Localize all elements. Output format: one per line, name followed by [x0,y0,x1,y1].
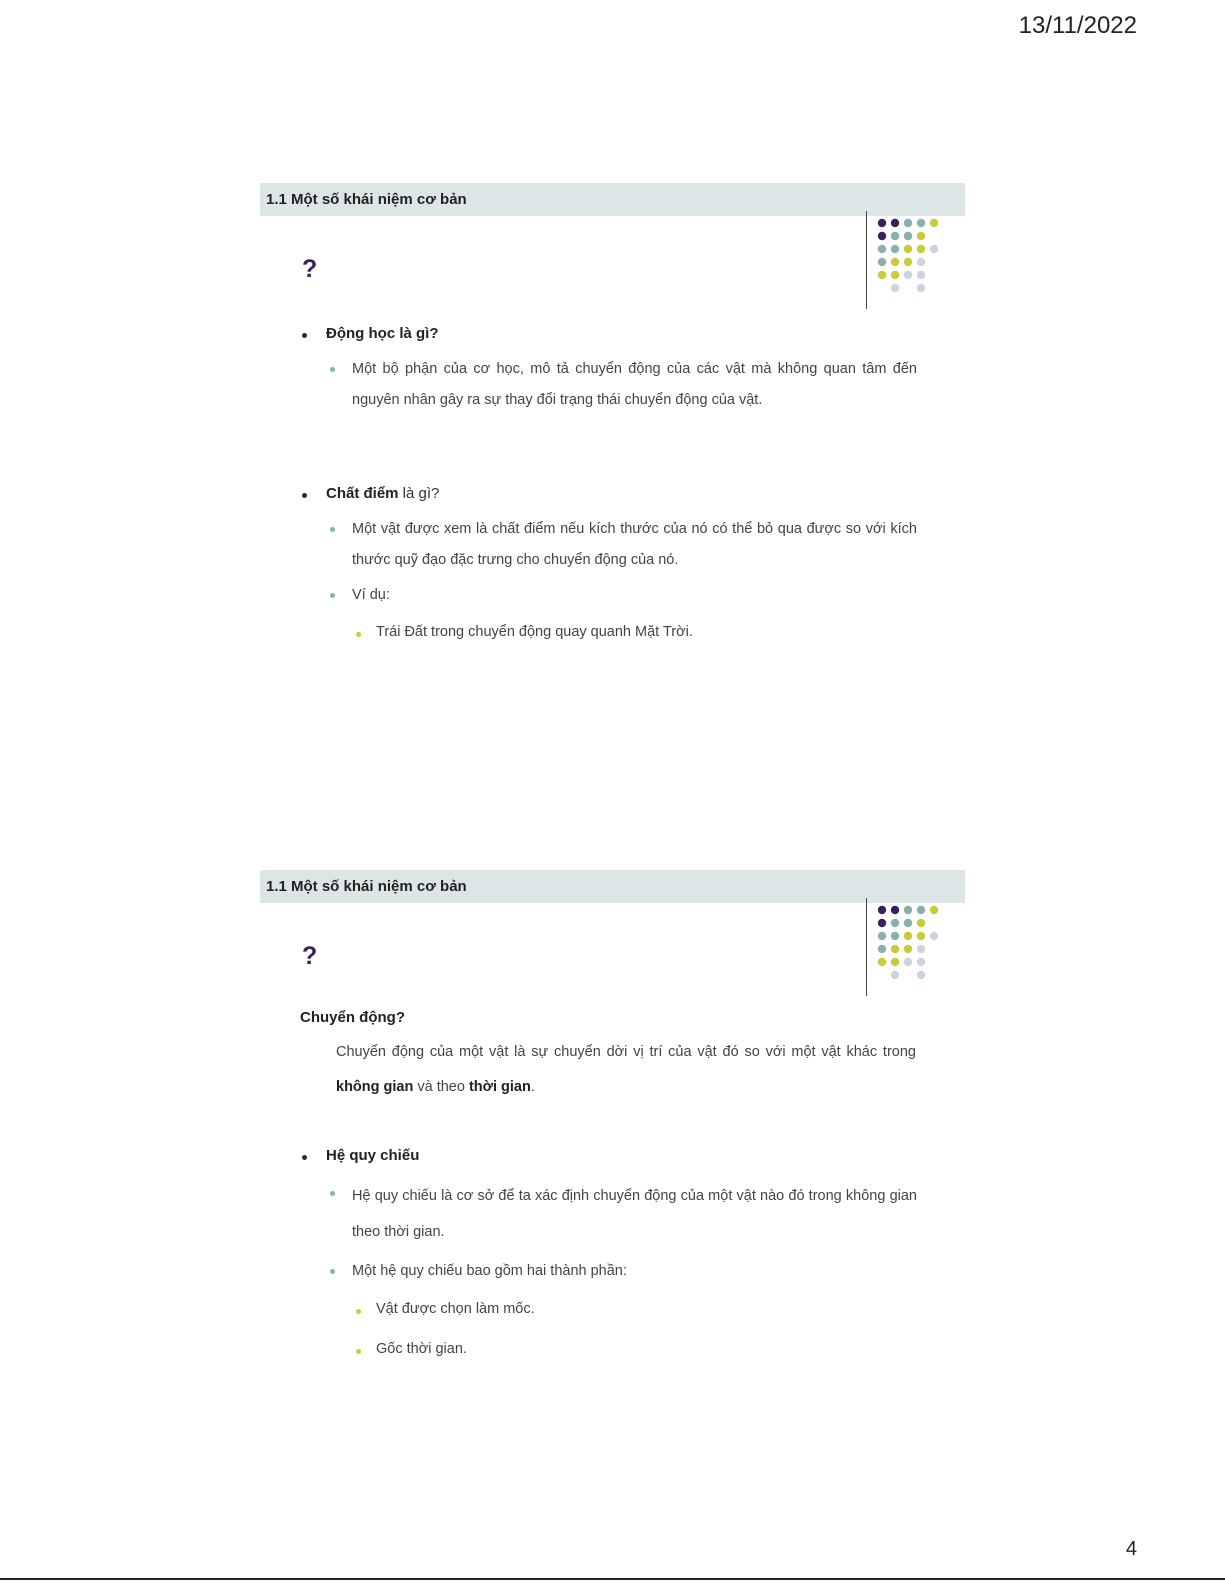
dong-hoc-title: Động học là gì? [326,325,439,342]
decorative-dot [878,958,886,966]
decorative-dot [891,919,899,927]
decorative-dot [917,945,925,953]
chat-diem-title: Chất điểm là gì? [326,485,440,502]
decorative-dot [930,932,938,940]
dot-grid-decoration [876,217,956,297]
decorative-dot [930,219,938,227]
decorative-dot [917,919,925,927]
decorative-dot [917,219,925,227]
decorative-dot [891,258,899,266]
decorative-dot [917,232,925,240]
decorative-dot [891,932,899,940]
decorative-dot [878,219,886,227]
decorative-dot [904,906,912,914]
decorative-dot [891,284,899,292]
decorative-dot [891,906,899,914]
divider-line [866,898,867,996]
decorative-dot [917,258,925,266]
decorative-dot [891,271,899,279]
slide-2 [260,870,965,1410]
he-quy-chieu-definition: Hệ quy chiếu là cơ sở để ta xác định chuyển động của một vật nào đó trong không gian theo thời gian. [352,1178,917,1250]
slide-2-header: 1.1 Một số khái niệm cơ bản [260,870,965,903]
decorative-dot [904,245,912,253]
decorative-dot [904,219,912,227]
decorative-dot [917,958,925,966]
page-date: 13/11/2022 [1018,12,1137,39]
decorative-dot [904,958,912,966]
chat-diem-definition: Một vật được xem là chất điểm nếu kích thước của nó có thể bỏ qua được so với kích thước quỹ đạo đặc trưng cho chuyển động của nó. [352,514,917,576]
decorative-dot [878,919,886,927]
question-mark: ? [302,942,318,970]
dong-hoc-definition: Một bộ phận của cơ học, mô tả chuyển động của các vật mà không quan tâm đến nguyên nhân gây ra sự thay đổi trạng thái chuyển động của vật. [352,354,917,416]
decorative-dot [917,906,925,914]
decorative-dot [917,271,925,279]
component-2: Gốc thời gian. [376,1341,467,1357]
decorative-dot [904,258,912,266]
question-mark: ? [302,255,318,283]
decorative-dot [878,932,886,940]
decorative-dot [878,232,886,240]
decorative-dot [917,284,925,292]
decorative-dot [891,958,899,966]
decorative-dot [917,245,925,253]
decorative-dot [917,932,925,940]
decorative-dot [904,932,912,940]
divider-line [866,211,867,309]
component-1: Vật được chọn làm mốc. [376,1301,535,1317]
decorative-dot [904,919,912,927]
components-intro: Một hệ quy chiếu bao gồm hai thành phần: [352,1256,917,1287]
bottom-rule [0,1578,1225,1580]
he-quy-chieu-title: Hệ quy chiếu [326,1147,420,1164]
decorative-dot [891,971,899,979]
slide-1 [260,183,965,723]
page-number: 4 [1125,1538,1137,1560]
decorative-dot [878,258,886,266]
example-label: Ví dụ: [352,580,917,611]
example-item: Trái Đất trong chuyển động quay quanh Mặt Trời. [376,624,693,640]
decorative-dot [878,245,886,253]
decorative-dot [891,232,899,240]
chuyen-dong-definition: Chuyển động của một vật là sự chuyển dời vị trí của vật đó so với một vật khác trong không gian và theo thời gian. [336,1044,916,1095]
decorative-dot [891,219,899,227]
slide-1-header: 1.1 Một số khái niệm cơ bản [260,183,965,216]
decorative-dot [904,271,912,279]
decorative-dot [891,945,899,953]
decorative-dot [891,245,899,253]
decorative-dot [930,245,938,253]
decorative-dot [878,271,886,279]
decorative-dot [878,945,886,953]
chuyen-dong-title: Chuyển động? [300,1009,405,1026]
decorative-dot [878,906,886,914]
dot-grid-decoration [876,904,956,984]
decorative-dot [930,906,938,914]
decorative-dot [904,232,912,240]
decorative-dot [904,945,912,953]
decorative-dot [917,971,925,979]
